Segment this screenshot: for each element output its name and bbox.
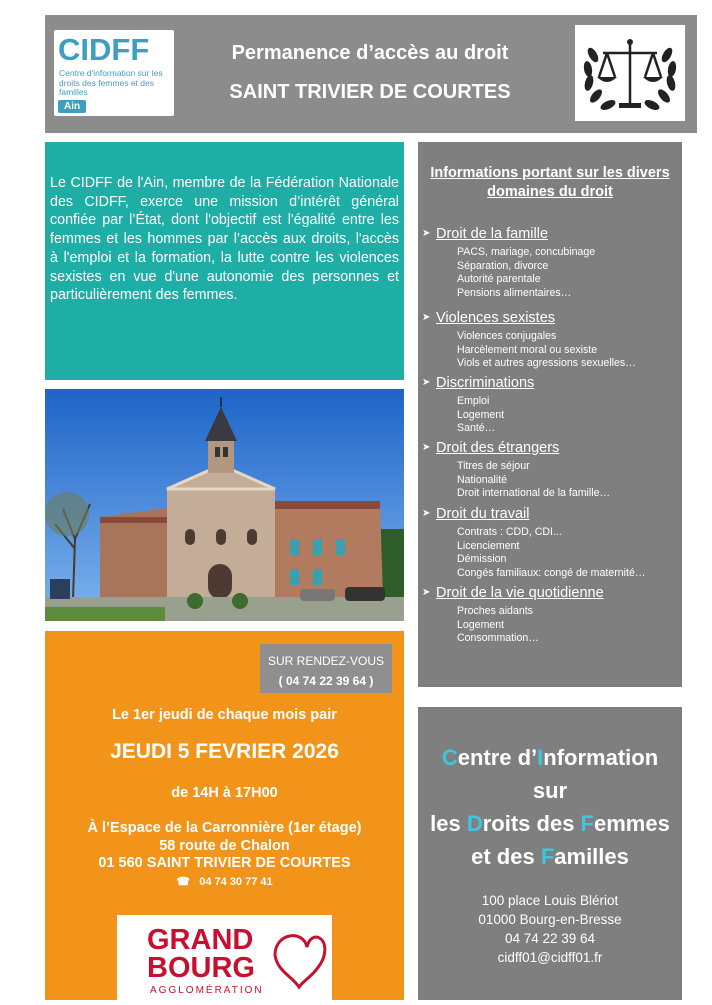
page-subtitle: SAINT TRIVIER DE COURTES: [229, 81, 511, 103]
header-banner: [45, 15, 697, 133]
centre-phone: 04 74 22 39 64: [504, 931, 596, 946]
cidff-logo: [54, 30, 174, 116]
event-city: 01 560 SAINT TRIVIER DE COURTES: [98, 855, 351, 871]
domain-sub-item: Contrats : CDD, CDI...: [457, 526, 562, 538]
arrow-bullet-icon: ➤: [422, 442, 431, 453]
domain-sub-item: Licenciement: [457, 539, 520, 552]
domain-sub-item: PACS, mariage, concubinage: [457, 246, 596, 258]
domain-sub-item: Autorité parentale: [457, 273, 541, 285]
domain-sub-item: Séparation, divorce: [457, 259, 549, 272]
centre-name-line1: Centre d’Information: [441, 745, 659, 770]
domain-category: [422, 310, 555, 326]
domain-category: [422, 226, 548, 242]
appointment-phone: ( 04 74 22 39 64 ): [278, 674, 374, 688]
domain-category-label: Droit de la famille: [436, 226, 549, 242]
domain-category-label: Droit des étrangers: [436, 440, 560, 456]
arrow-bullet-icon: ➤: [422, 508, 431, 519]
heart-icon: [275, 936, 325, 987]
centre-name-line3: les Droits des Femmes: [430, 811, 670, 836]
centre-address-street: 100 place Louis Blériot: [481, 893, 619, 908]
page-title: Permanence d’accès au droit: [231, 42, 509, 64]
centre-name-line2: sur: [532, 778, 568, 803]
appointment-label: SUR RENDEZ-VOUS: [267, 654, 384, 668]
logo-subtitle: Centre d'information sur les droits des femmes et des familles: [59, 68, 163, 97]
domain-sub-item: Titres de séjour: [457, 460, 530, 472]
domain-category: [422, 506, 529, 522]
event-phone: 04 74 30 77 41: [199, 876, 273, 888]
law-domains-panel: [418, 142, 682, 687]
domain-category: [422, 375, 534, 391]
justice-scales-icon: [575, 25, 685, 121]
domain-sub-item: Emploi: [457, 395, 490, 407]
appointment-panel: [45, 631, 404, 1000]
domain-sub-item: Viols et autres agressions sexuelles…: [457, 357, 636, 369]
building-photo: [45, 389, 404, 621]
domain-sub-item: Santé…: [457, 422, 496, 434]
domain-category-label: Discriminations: [436, 375, 535, 391]
partner-logo-line2: BOURG: [147, 952, 255, 984]
domain-sub-item: Violences conjugales: [457, 330, 557, 342]
domain-category-label: Droit de la vie quotidienne: [436, 585, 604, 601]
arrow-bullet-icon: ➤: [422, 228, 431, 239]
event-date: JEUDI 5 FEVRIER 2026: [110, 740, 339, 763]
centre-info-panel: [418, 707, 682, 1000]
domain-category-label: Violences sexistes: [436, 310, 556, 326]
domain-sub-item: Harcèlement moral ou sexiste: [457, 343, 598, 356]
domain-sub-item: Nationalité: [457, 473, 508, 486]
grand-bourg-logo: [117, 915, 332, 1000]
domain-category: [422, 585, 604, 601]
domain-category-label: Droit du travail: [436, 506, 530, 522]
centre-name-line4: et des Familles: [471, 844, 629, 869]
domain-sub-item: Proches aidants: [457, 605, 533, 617]
event-phone-line: [45, 875, 404, 888]
domains-title: Informations portant sur les divers domaines du droit: [430, 165, 670, 200]
domain-category: [422, 440, 559, 456]
domain-sub-item: Congés familiaux: congé de maternité…: [457, 566, 646, 579]
arrow-bullet-icon: ➤: [422, 312, 431, 323]
frequency-text: Le 1er jeudi de chaque mois pair: [112, 707, 337, 723]
appointment-badge: [260, 644, 392, 693]
intro-text: Le CIDFF de l'Ain, membre de la Fédération Nationale des CIDFF, exerce une mission d’intérêt général confiée par l’État, dont l'objectif est l'égalité entre les femmes et les hommes par l’accès aux droits, l'accès à l'emploi et la formation, la lutte contre les violences sexistes en vue d'une autonomie des personnes et particulièrement des femmes.: [50, 175, 399, 304]
arrow-bullet-icon: ➤: [422, 587, 431, 598]
intro-panel: [45, 142, 404, 380]
logo-brand: CIDFF: [58, 32, 150, 67]
partner-logo-line1: GRAND: [147, 924, 254, 956]
domain-sub-item: Logement: [457, 408, 505, 421]
arrow-bullet-icon: ➤: [422, 377, 431, 388]
telephone-icon: ☎: [176, 876, 191, 888]
partner-logo-line3: AGGLOMÉRATION: [150, 985, 264, 996]
domain-sub-item: Droit international de la famille…: [457, 487, 611, 499]
domain-sub-item: Logement: [457, 618, 505, 631]
event-hours: de 14H à 17H00: [171, 785, 278, 801]
logo-badge: Ain: [58, 100, 86, 113]
domain-sub-item: Consommation…: [457, 632, 539, 644]
event-place: À l’Espace de la Carronnière (1er étage): [87, 820, 362, 836]
domain-sub-item: Démission: [457, 553, 507, 565]
centre-address-city: 01000 Bourg-en-Bresse: [478, 912, 622, 927]
centre-email[interactable]: cidff01@cidff01.fr: [497, 950, 603, 965]
event-street: 58 route de Chalon: [159, 838, 290, 854]
domain-sub-item: Pensions alimentaires…: [457, 286, 572, 299]
